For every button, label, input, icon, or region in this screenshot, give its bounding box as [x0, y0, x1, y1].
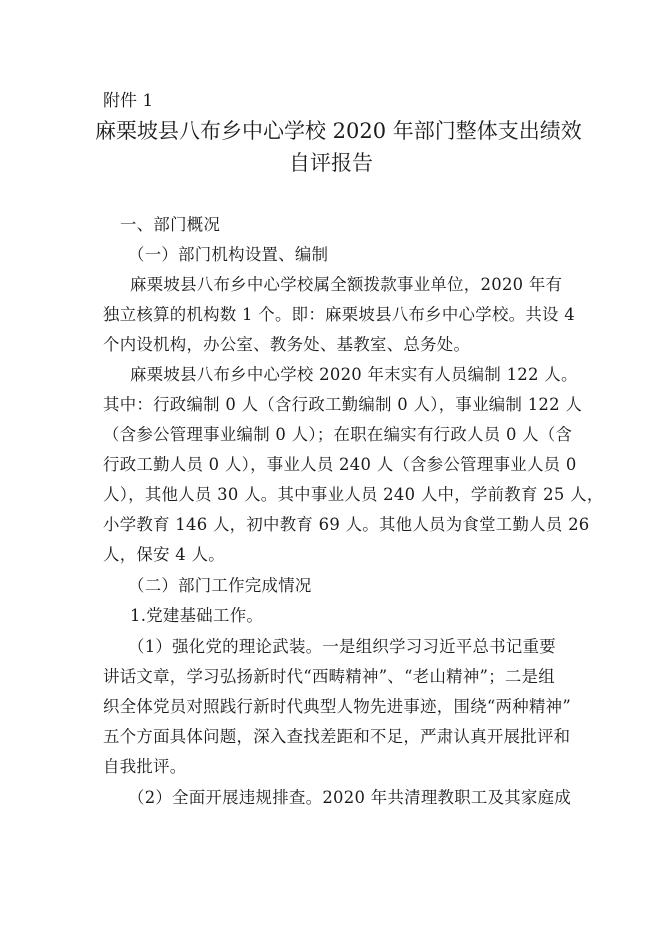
document-title-line-2: 自评报告: [289, 151, 373, 175]
paragraph-line: 麻栗坡县八布乡中心学校 2020 年末实有人员编制 122 人。: [130, 365, 578, 384]
paragraph-line: 讲话文章，学习弘扬新时代“西畴精神”、“老山精神”；二是组: [103, 667, 555, 686]
subsection-heading-structure: （一）部门机构设置、编制: [128, 245, 329, 264]
section-heading-overview: 一、部门概况: [120, 215, 221, 234]
paragraph-line: 行政工勤人员 0 人），事业人员 240 人（含参公管理事业人员 0: [103, 455, 577, 474]
paragraph-line: 小学教育 146 人，初中教育 69 人。其他人员为食堂工勤人员 26: [103, 515, 590, 534]
paragraph-line: 独立核算的机构数 1 个。即：麻栗坡县八布乡中心学校。共设 4: [103, 305, 575, 324]
paragraph-line: 人），其他人员 30 人。其中事业人员 240 人中，学前教育 25 人，: [103, 485, 604, 504]
paragraph-line: 五个方面具体问题，深入查找差距和不足，严肃认真开展批评和: [103, 727, 571, 746]
item-heading-party-building: 1.党建基础工作。: [130, 606, 264, 625]
paragraph-line: 自我批评。: [103, 757, 187, 776]
paragraph-line: 个内设机构，办公室、教务处、基教室、总务处。: [103, 335, 471, 354]
paragraph-line: 其中：行政编制 0 人（含行政工勤编制 0 人），事业编制 122 人: [103, 395, 583, 414]
paragraph-line: （含参公管理事业编制 0 人）；在职在编实有行政人员 0 人（含: [103, 425, 573, 444]
subsection-heading-work: （二）部门工作完成情况: [128, 576, 312, 595]
paragraph-line: 织全体党员对照践行新时代典型人物先进事迹，围绕“两种精神”: [103, 697, 572, 716]
paragraph-line: 麻栗坡县八布乡中心学校属全额拨款事业单位，2020 年有: [130, 275, 563, 294]
paragraph-line: （1）强化党的理论武装。一是组织学习习近平总书记重要: [128, 637, 556, 656]
attachment-label: 附件 1: [103, 91, 154, 111]
paragraph-line: （2）全面开展违规排查。2020 年共清理教职工及其家庭成: [128, 788, 572, 807]
paragraph-line: 人，保安 4 人。: [103, 545, 225, 564]
document-title-line-1: 麻栗坡县八布乡中心学校 2020 年部门整体支出绩效: [95, 119, 582, 143]
